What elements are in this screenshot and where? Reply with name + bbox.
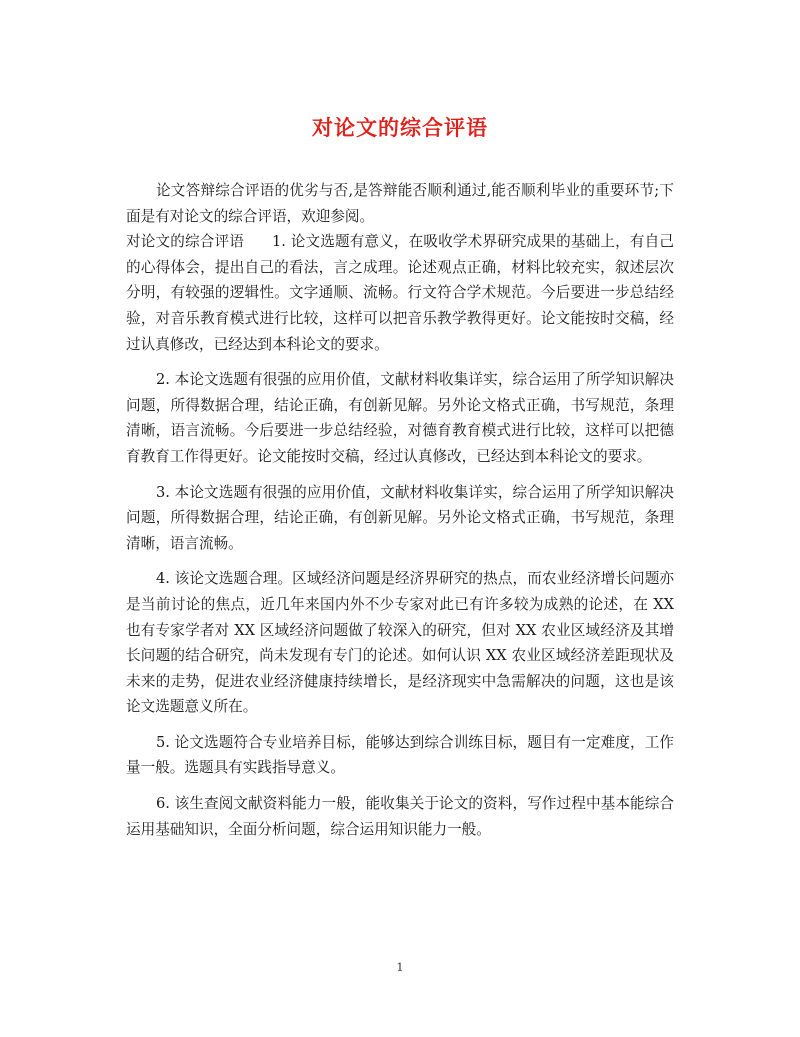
item-paragraph-1 (126, 229, 674, 357)
document-body (126, 178, 674, 842)
document-title: 对论文的综合评语 (312, 115, 488, 140)
item-paragraph-4: 4. 该论文选题合理。区域经济问题是经济界研究的热点，而农业经济增长问题亦是当前讨论的焦点，近几年来国内外不少专家对此已有许多较为成熟的论述，在 XX 也有专家学者对 XX 区域经济问题做了较深入的研究，但对 XX 农业区域经济及其增长问题的结合研究，尚未发现有专门的论述。如何认识 XX 农业区域经济差距现状及未来的走势，促进农业经济健康持续增长，是经济现实中急需解决的问题，这也是该论文选题意义所在。 (126, 570, 674, 716)
intro-paragraph: 论文答辩综合评语的优劣与否,是答辩能否顺利通过,能否顺利毕业的重要环节;下面是有对论文的综合评语，欢迎参阅。 (126, 182, 674, 225)
item-paragraph-3: 3. 本论文选题有很强的应用价值，文献材料收集详实，综合运用了所学知识解决问题，所得数据合理，结论正确，有创新见解。另外论文格式正确，书写规范，条理清晰，语言流畅。 (126, 483, 674, 552)
section-label: 对论文的综合评语 (126, 233, 244, 251)
item-paragraph-5: 5. 论文选题符合专业培养目标，能够达到综合训练目标，题目有一定难度，工作量一般。选题具有实践指导意义。 (126, 733, 674, 777)
page-number: 1 (396, 961, 404, 974)
item-paragraph-2: 2. 本论文选题有很强的应用价值，文献材料收集详实，综合运用了所学知识解决问题，所得数据合理，结论正确，有创新见解。另外论文格式正确，书写规范，条理清晰，语言流畅。今后要进一步总结经验，对德育教育模式进行比较，这样可以把德育教育工作得更好。论文能按时交稿，经过认真修改，已经达到本科论文的要求。 (126, 371, 674, 465)
item-1-text: 1. 论文选题有意义，在吸收学术界研究成果的基础上，有自己的心得体会，提出自己的看法，言之成理。论述观点正确，材料比较充实，叙述层次分明，有较强的逻辑性。文字通顺、流畅。行文符合学术规范。今后要进一步总结经验，对音乐教育模式进行比较，这样可以把音乐教学教得更好。论文能按时交稿，经过认真修改，已经达到本科论文的要求。 (126, 233, 674, 353)
item-paragraph-6: 6. 该生查阅文献资料能力一般，能收集关于论文的资料，写作过程中基本能综合运用基础知识，全面分析问题，综合运用知识能力一般。 (126, 795, 674, 838)
